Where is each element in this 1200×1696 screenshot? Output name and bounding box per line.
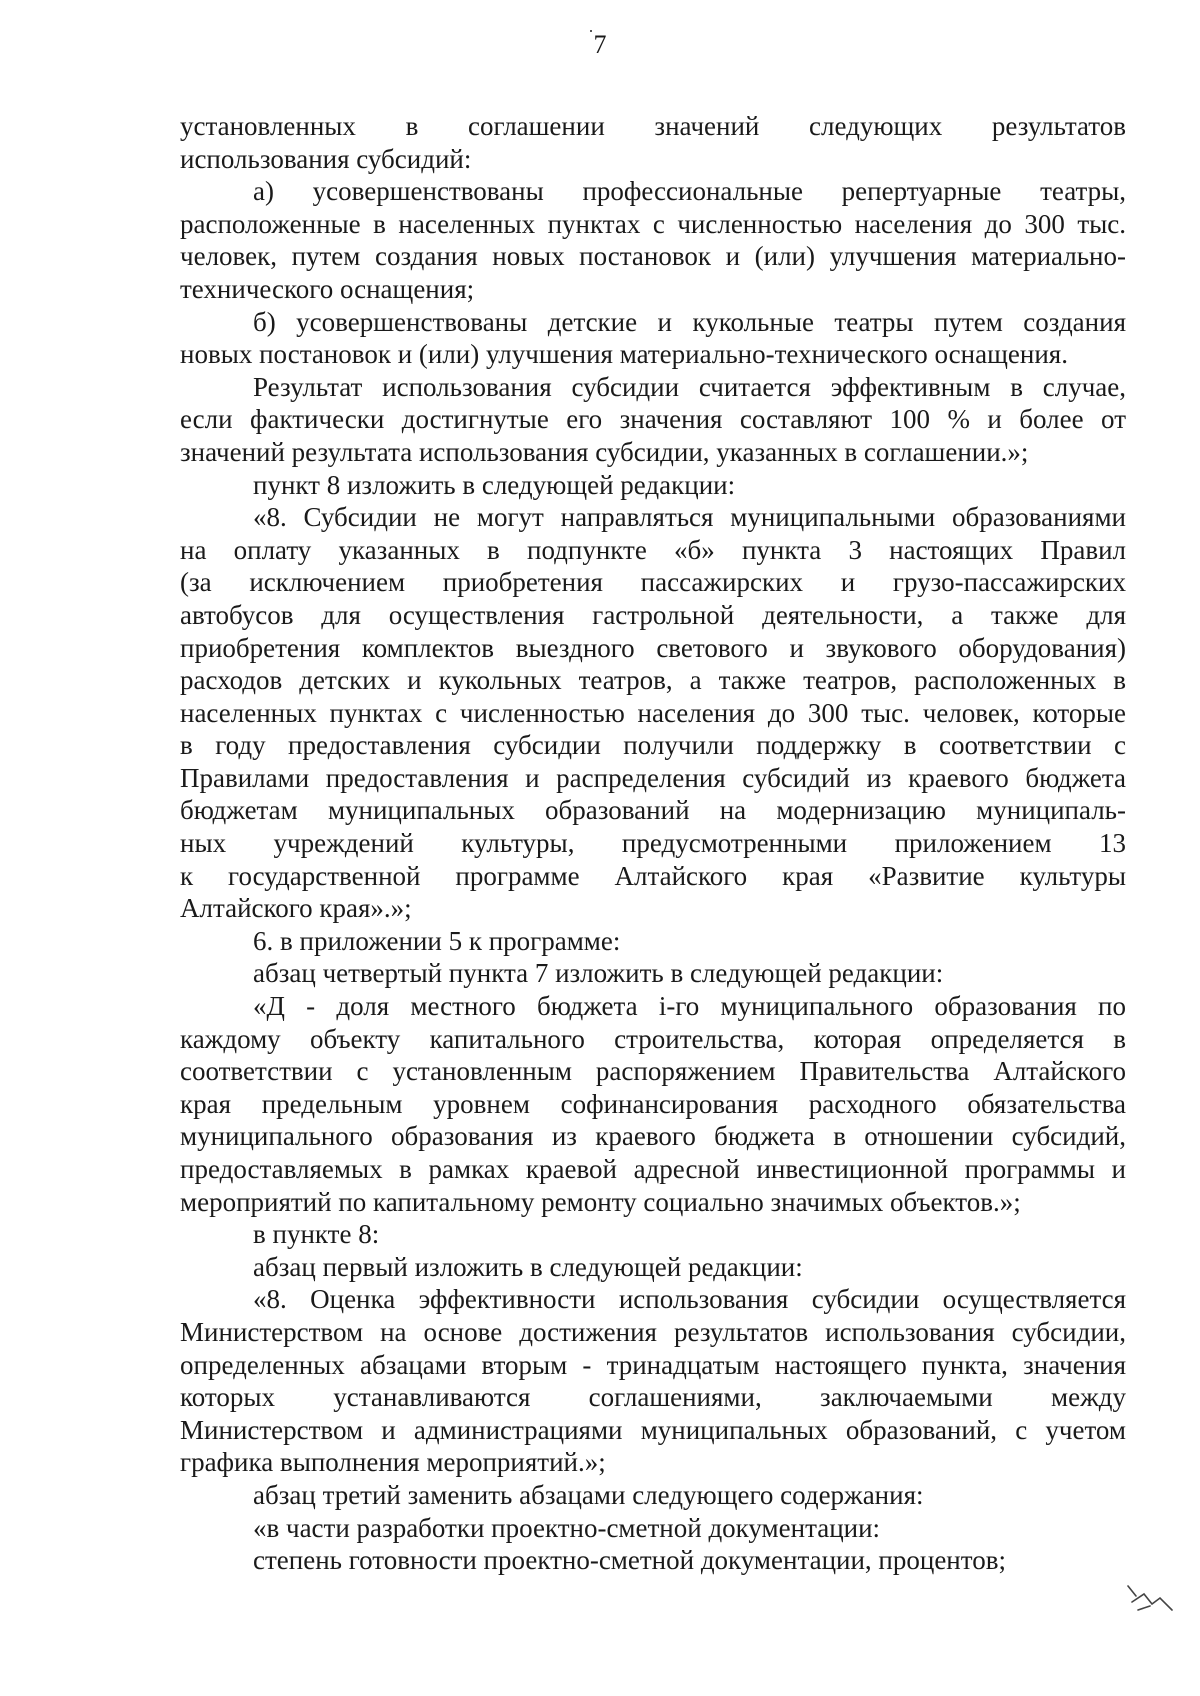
text-line: а) усовершенствованы профессиональные репертуарные театры, (253, 176, 1126, 207)
text-line: в пункте 8: (253, 1219, 380, 1250)
text-line: муниципального образования из краевого бюджета в отношении субсидий, (180, 1121, 1126, 1152)
text-line: «Д - доля местного бюджета i-го муниципального образования по (253, 991, 1126, 1022)
text-line: Министерством и администрациями муниципальных образований, с учетом (180, 1414, 1126, 1445)
text-line: расположенные в населенных пунктах с численностью населения до 300 тыс. (180, 208, 1126, 239)
text-line: которых устанавливаются соглашениями, заключаемыми между (180, 1382, 1126, 1413)
text-line: определенных абзацами вторым - тринадцатым настоящего пункта, значения (180, 1349, 1126, 1380)
text-line: пункт 8 изложить в следующей редакции: (253, 469, 736, 500)
text-line: края предельным уровнем софинансирования расходного обязательства (180, 1088, 1126, 1119)
text-line: автобусов для осуществления гастрольной деятельности, а также для (180, 599, 1126, 630)
text-line: «в части разработки проектно-сметной документации: (253, 1512, 881, 1543)
text-line: «8. Оценка эффективности использования субсидии осуществляется (253, 1284, 1126, 1315)
text-line: абзац третий заменить абзацами следующего содержания: (253, 1479, 924, 1510)
text-line: графика выполнения мероприятий.»; (180, 1447, 606, 1478)
text-line: значений результата использования субсидии, указанных в соглашении.»; (180, 436, 1029, 467)
text-line: каждому объекту капитального строительства, которая определяется в (180, 1023, 1126, 1054)
text-line: степень готовности проектно-сметной документации, процентов; (253, 1545, 1006, 1576)
text-line: «8. Субсидии не могут направляться муниципальными образованиями (253, 502, 1126, 533)
text-line: населенных пунктах с численностью населения до 300 тыс. человек, которые (180, 697, 1126, 728)
scan-artifact (590, 30, 592, 32)
text-line: б) усовершенствованы детские и кукольные театры путем создания (253, 306, 1126, 337)
text-line: приобретения комплектов выездного светового и звукового оборудования) (180, 632, 1126, 663)
text-line: ных учреждений культуры, предусмотренными приложением 13 (180, 828, 1126, 859)
text-line: новых постановок и (или) улучшения материально-технического оснащения. (180, 339, 1068, 370)
text-line: соответствии с установленным распоряжением Правительства Алтайского (180, 1056, 1126, 1087)
text-line: (за исключением приобретения пассажирских и грузо-пассажирских (180, 567, 1126, 598)
text-line: 6. в приложении 5 к программе: (253, 925, 621, 956)
text-line: расходов детских и кукольных театров, а также театров, расположенных в (180, 665, 1126, 696)
text-line: Результат использования субсидии считается эффективным в случае, (253, 371, 1126, 402)
text-line: в году предоставления субсидии получили поддержку в соответствии с (180, 730, 1126, 761)
text-line: использования субсидий: (180, 143, 472, 174)
text-line: предоставляемых в рамках краевой адресной инвестиционной программы и (180, 1154, 1126, 1184)
text-line: мероприятий по капитальному ремонту социально значимых объектов.»; (180, 1186, 1021, 1217)
page-number: 7 (593, 30, 607, 59)
text-line: если фактически достигнутые его значения составляют 100 % и более от (180, 404, 1126, 435)
text-line: Правилами предоставления и распределения субсидий из краевого бюджета (180, 762, 1126, 793)
text-line: Министерством на основе достижения результатов использования субсидии, (180, 1316, 1126, 1347)
text-line: абзац первый изложить в следующей редакции: (253, 1251, 803, 1282)
text-line: абзац четвертый пункта 7 изложить в следующей редакции: (253, 958, 944, 989)
text-line: установленных в соглашении значений следующих результатов (180, 111, 1126, 141)
document-body (180, 110, 1126, 1577)
signature-mark-icon (1122, 1580, 1178, 1620)
text-line: бюджетам муниципальных образований на модернизацию муниципаль- (180, 795, 1126, 826)
text-line: на оплату указанных в подпункте «б» пункта 3 настоящих Правил (180, 534, 1126, 565)
text-line: к государственной программе Алтайского края «Развитие культуры (180, 860, 1126, 891)
text-line: технического оснащения; (180, 273, 475, 304)
text-line: человек, путем создания новых постановок и (или) улучшения материально- (180, 241, 1126, 272)
text-line: Алтайского края».»; (180, 893, 412, 924)
